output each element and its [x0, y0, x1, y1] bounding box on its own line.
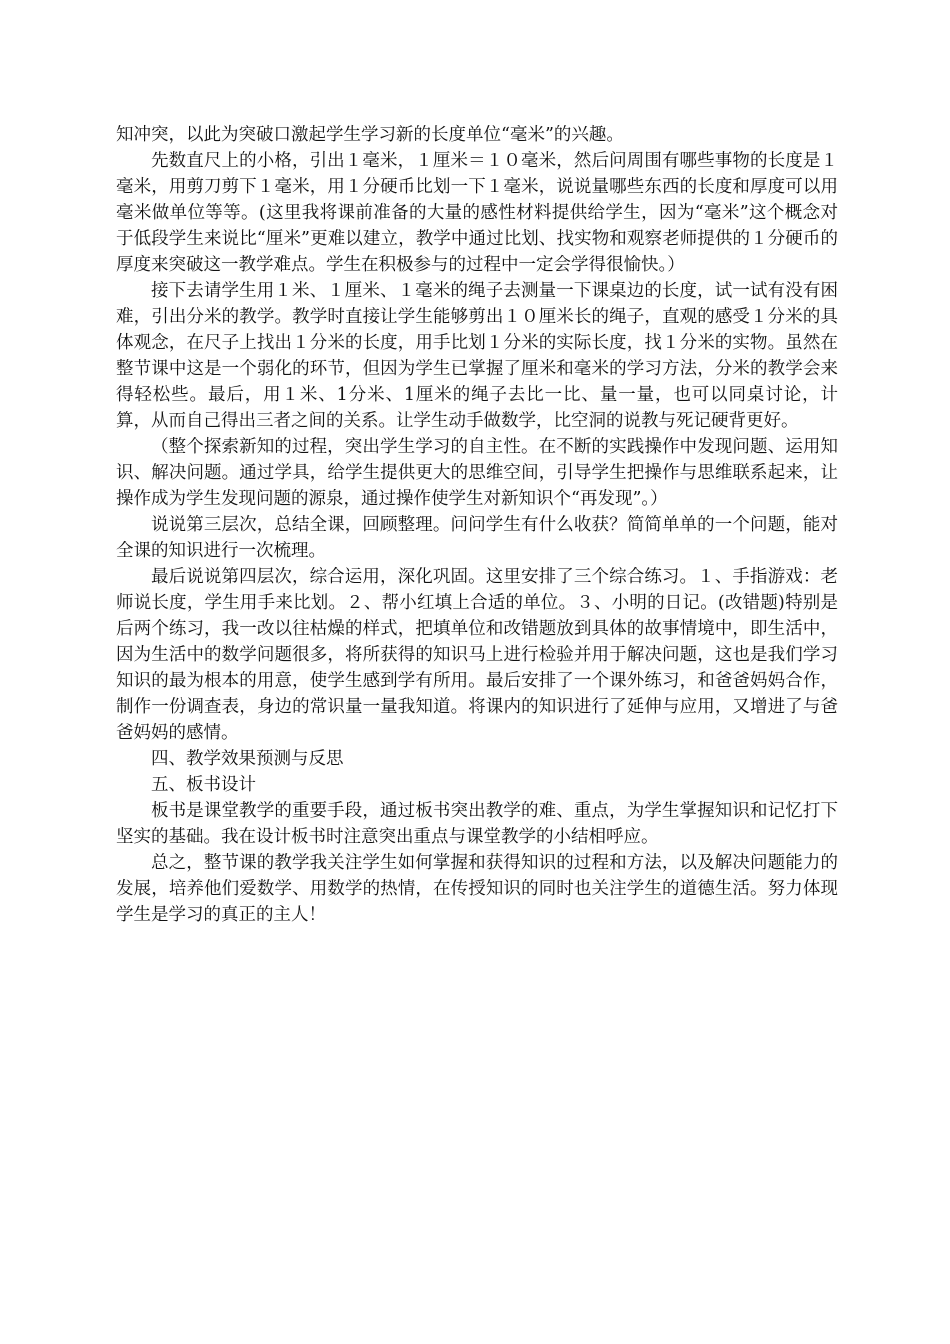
section-heading-five: 五、板书设计 [151, 775, 256, 795]
paragraph-millimeter: 先数直尺上的小格，引出１毫米，１厘米＝１０毫米，然后问周围有哪些事物的长度是１毫米，用剪刀剪下１毫米，用１分硬币比划一下１毫米，说说量哪些东西的长度和厚度可以用毫米做单位等等。(这里我将课前准备的大量的感性材料提供给学生，因为“毫米”这个概念对于低段学生来说比“厘米”更难以建立，教学中通过比划、找实物和观察老师提供的１分硬币的厚度来突破这一教学难点。学生在积极参与的过程中一定会学得很愉快。） [116, 151, 838, 275]
paragraph-fourth-level: 最后说说第四层次，综合运用，深化巩固。这里安排了三个综合练习。１、手指游戏：老师说长度，学生用手来比划。２、帮小红填上合适的单位。３、小明的日记。(改错题)特别是后两个练习，我一改以往枯燥的样式，把填单位和改错题放到具体的故事情境中，即生活中，因为生活中的数学问题很多，将所获得的知识马上进行检验并用于解决问题，这也是我们学习知识的最为根本的用意，使学生感到学有所用。最后安排了一个课外练习，和爸爸妈妈合作，制作一份调查表，身边的常识量一量我知道。将课内的知识进行了延伸与应用，又增进了与爸爸妈妈的感情。 [116, 567, 838, 743]
paragraph-third-level: 说说第三层次，总结全课，回顾整理。问问学生有什么收获？简简单单的一个问题，能对全课的知识进行一次梳理。 [116, 515, 838, 561]
section-heading-four: 四、教学效果预测与反思 [151, 749, 344, 769]
document-page [116, 122, 838, 928]
paragraph-blackboard: 板书是课堂教学的重要手段，通过板书突出教学的难、重点，为学生掌握知识和记忆打下坚实的基础。我在设计板书时注意突出重点与课堂教学的小结相呼应。 [116, 801, 838, 847]
paragraph-summary: 总之，整节课的教学我关注学生如何掌握和获得知识的过程和方法，以及解决问题能力的发展，培养他们爱数学、用数学的热情，在传授知识的同时也关注学生的道德生活。努力体现学生是学习的真正的主人！ [116, 853, 838, 925]
paragraph-decimeter: 接下去请学生用１米、１厘米、１毫米的绳子去测量一下课桌边的长度，试一试有没有困难，引出分米的教学。教学时直接让学生能够剪出１０厘米长的绳子，直观的感受１分米的具体观念，在尺子上找出１分米的长度，用手比划１分米的实际长度，找１分米的实物。虽然在整节课中这是一个弱化的环节，但因为学生已掌握了厘米和毫米的学习方法，分米的教学会来得轻松些。最后，用１米、1分米、1厘米的绳子去比一比、量一量，也可以同桌讨论，计算，从而自己得出三者之间的关系。让学生动手做数学，比空洞的说教与死记硬背更好。 [116, 281, 838, 431]
paragraph-exploration-note: （整个探索新知的过程，突出学生学习的自主性。在不断的实践操作中发现问题、运用知识、解决问题。通过学具，给学生提供更大的思维空间，引导学生把操作与思维联系起来，让操作成为学生发现问题的源泉，通过操作使学生对新知识个“再发现”。） [116, 437, 838, 509]
paragraph-continuation: 知冲突，以此为突破口激起学生学习新的长度单位“毫米”的兴趣。 [116, 125, 624, 145]
